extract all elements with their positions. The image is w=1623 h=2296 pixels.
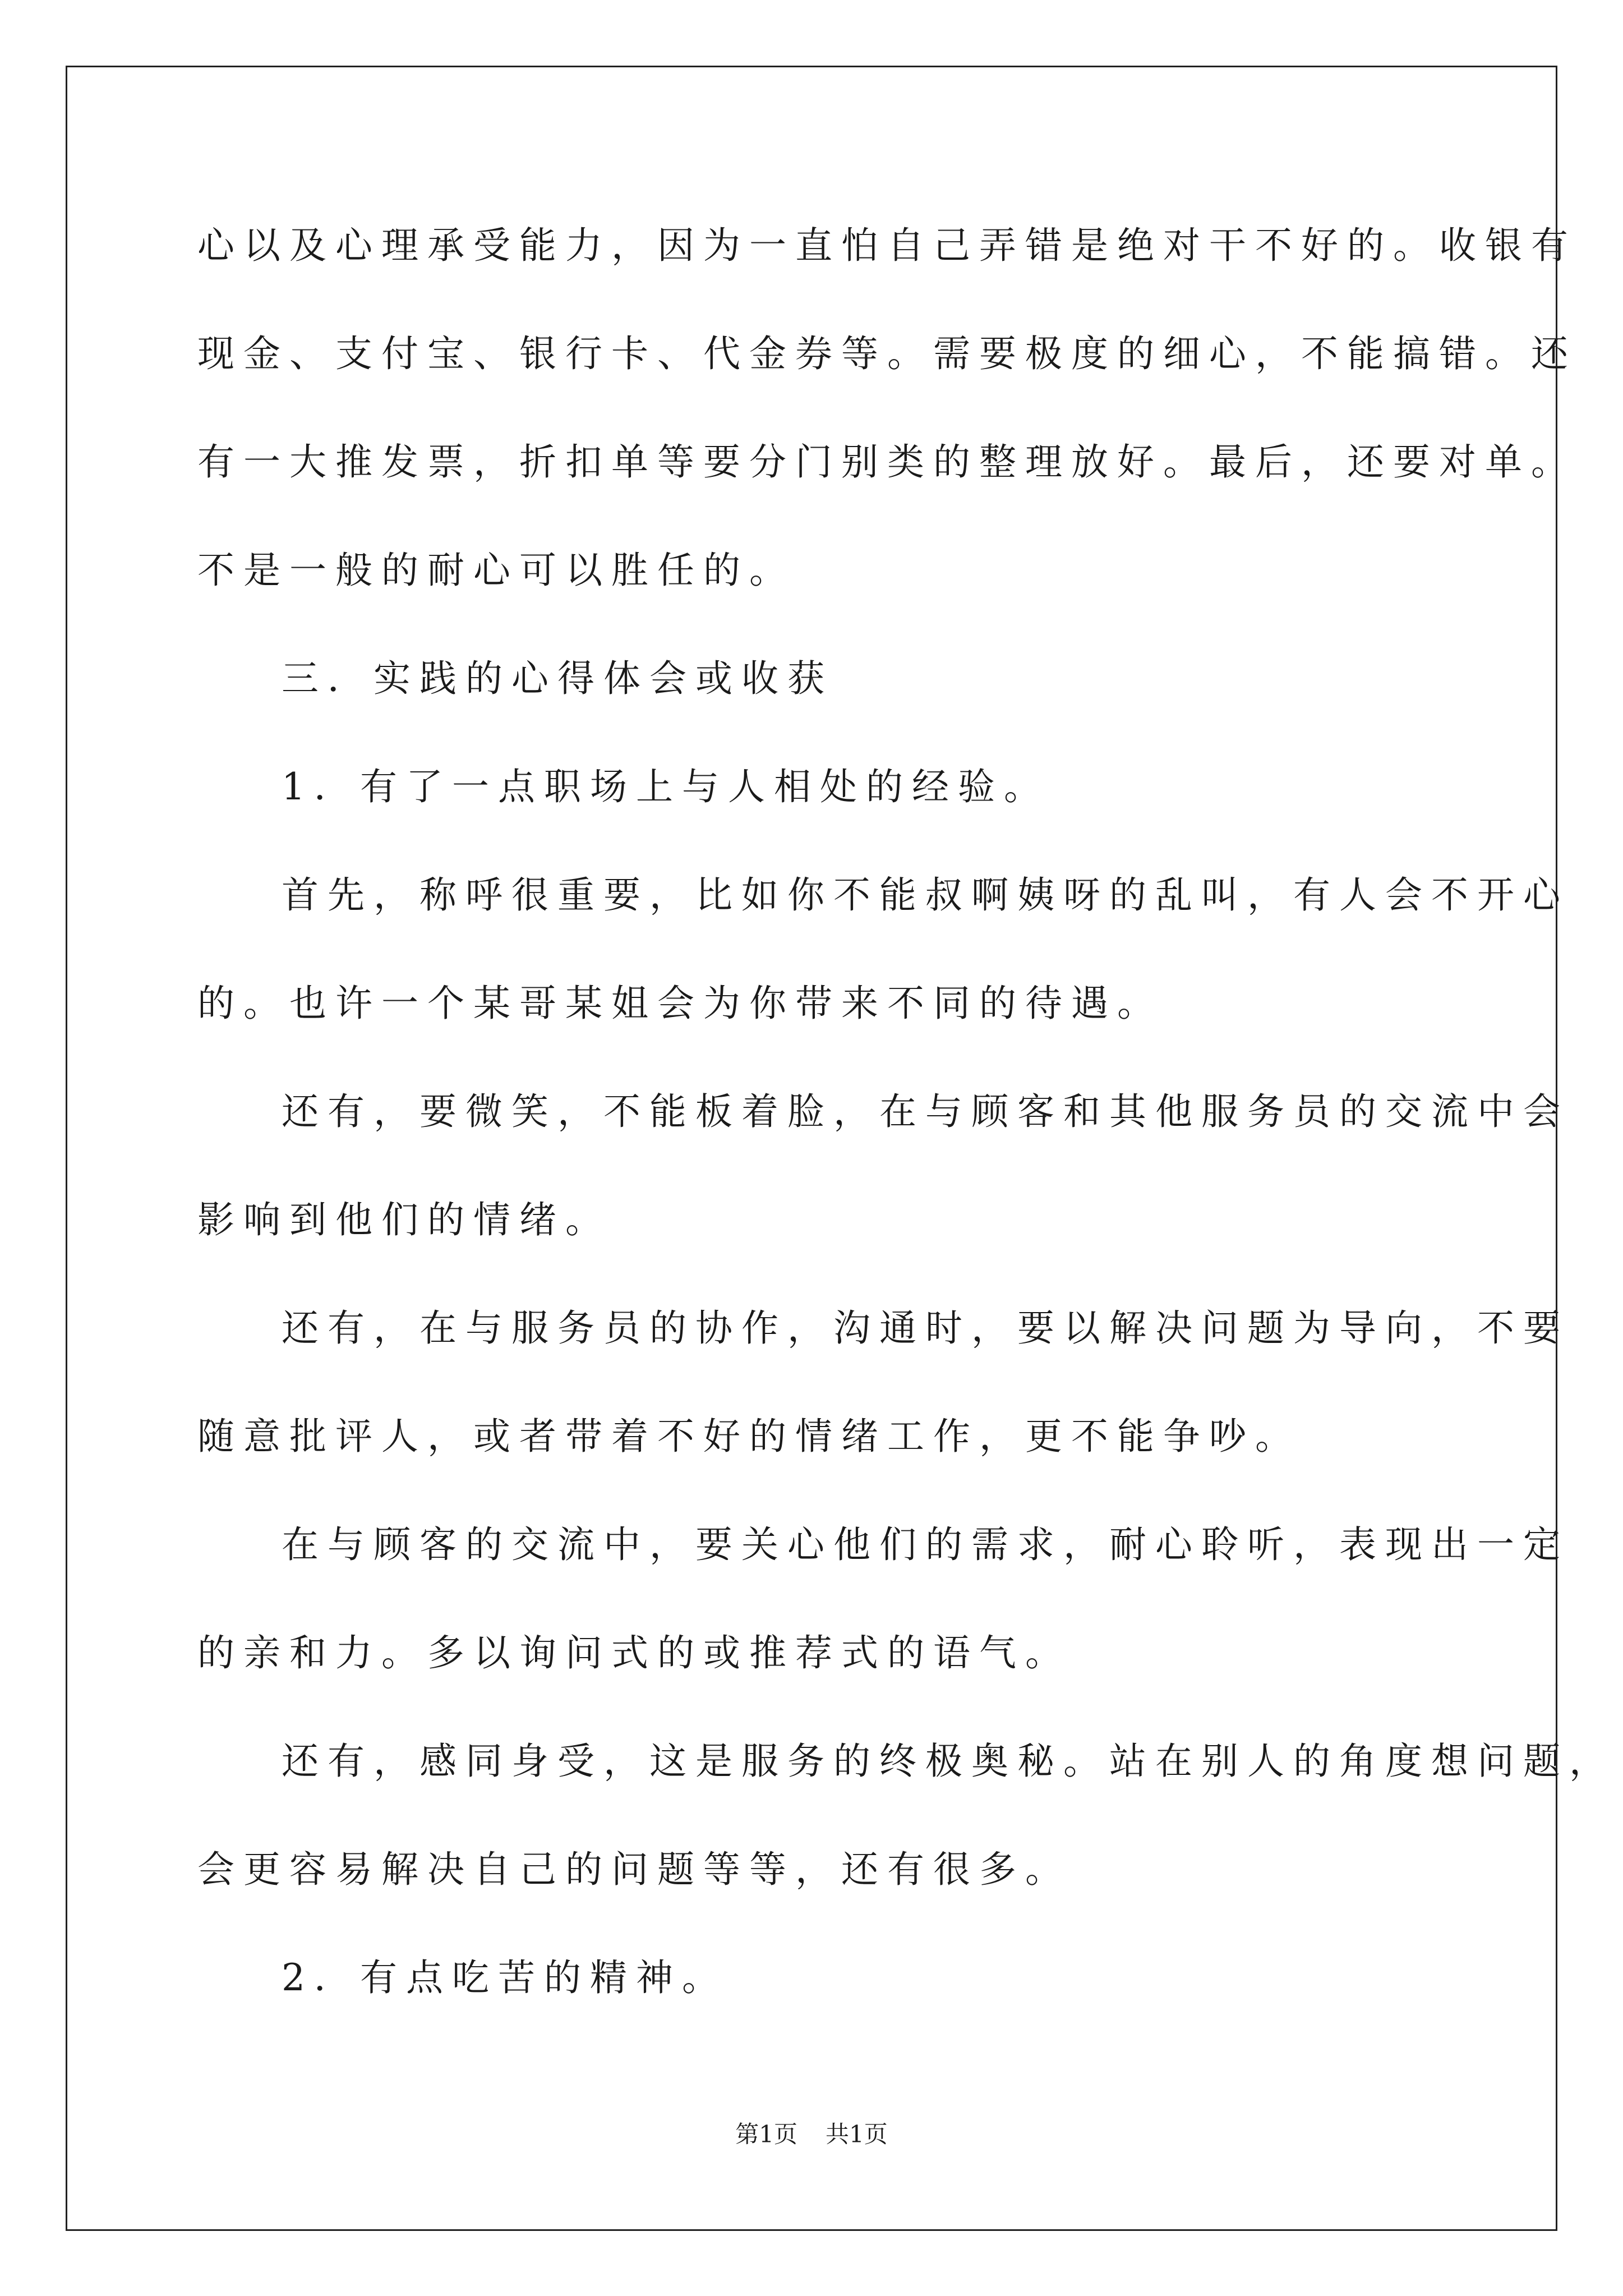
text-line: 有一大推发票，折扣单等要分门别类的整理放好。最后，还要对单。 <box>197 440 1577 484</box>
page-border <box>66 66 1557 2231</box>
text-line: 首先，称呼很重要，比如你不能叔啊姨呀的乱叫，有人会不开心 <box>282 873 1569 917</box>
section-heading: 三．实践的心得体会或收获 <box>282 657 833 700</box>
text-line: 还有，感同身受，这是服务的终极奥秘。站在别人的角度想问题， <box>282 1740 1615 1783</box>
text-line: 还有，在与服务员的协作，沟通时，要以解决问题为导向，不要 <box>282 1306 1569 1350</box>
text-line: 现金、支付宝、银行卡、代金券等。需要极度的细心，不能搞错。还 <box>197 332 1577 375</box>
text-line: 会更容易解决自己的问题等等，还有很多。 <box>197 1848 1071 1891</box>
text-line: 的。也许一个某哥某姐会为你带来不同的待遇。 <box>197 982 1163 1025</box>
text-line: 随意批评人，或者带着不好的情绪工作，更不能争吵。 <box>197 1415 1301 1458</box>
subsection-heading: 2．有点吃苦的精神。 <box>282 1956 728 1999</box>
text-line: 在与顾客的交流中，要关心他们的需求，耐心聆听，表现出一定 <box>282 1523 1569 1566</box>
total-page-count: 共1页 <box>826 2120 888 2148</box>
text-line: 影响到他们的情绪。 <box>197 1198 611 1241</box>
subsection-heading: 1．有了一点职场上与人相处的经验。 <box>282 765 1050 808</box>
current-page-number: 第1页 <box>735 2120 797 2148</box>
text-line: 心以及心理承受能力，因为一直怕自己弄错是绝对干不好的。收银有 <box>197 224 1577 267</box>
page-footer <box>0 2118 1623 2151</box>
text-line: 的亲和力。多以询问式的或推荐式的语气。 <box>197 1631 1071 1674</box>
text-line: 还有，要微笑，不能板着脸，在与顾客和其他服务员的交流中会 <box>282 1090 1569 1133</box>
text-line: 不是一般的耐心可以胜任的。 <box>197 549 795 592</box>
